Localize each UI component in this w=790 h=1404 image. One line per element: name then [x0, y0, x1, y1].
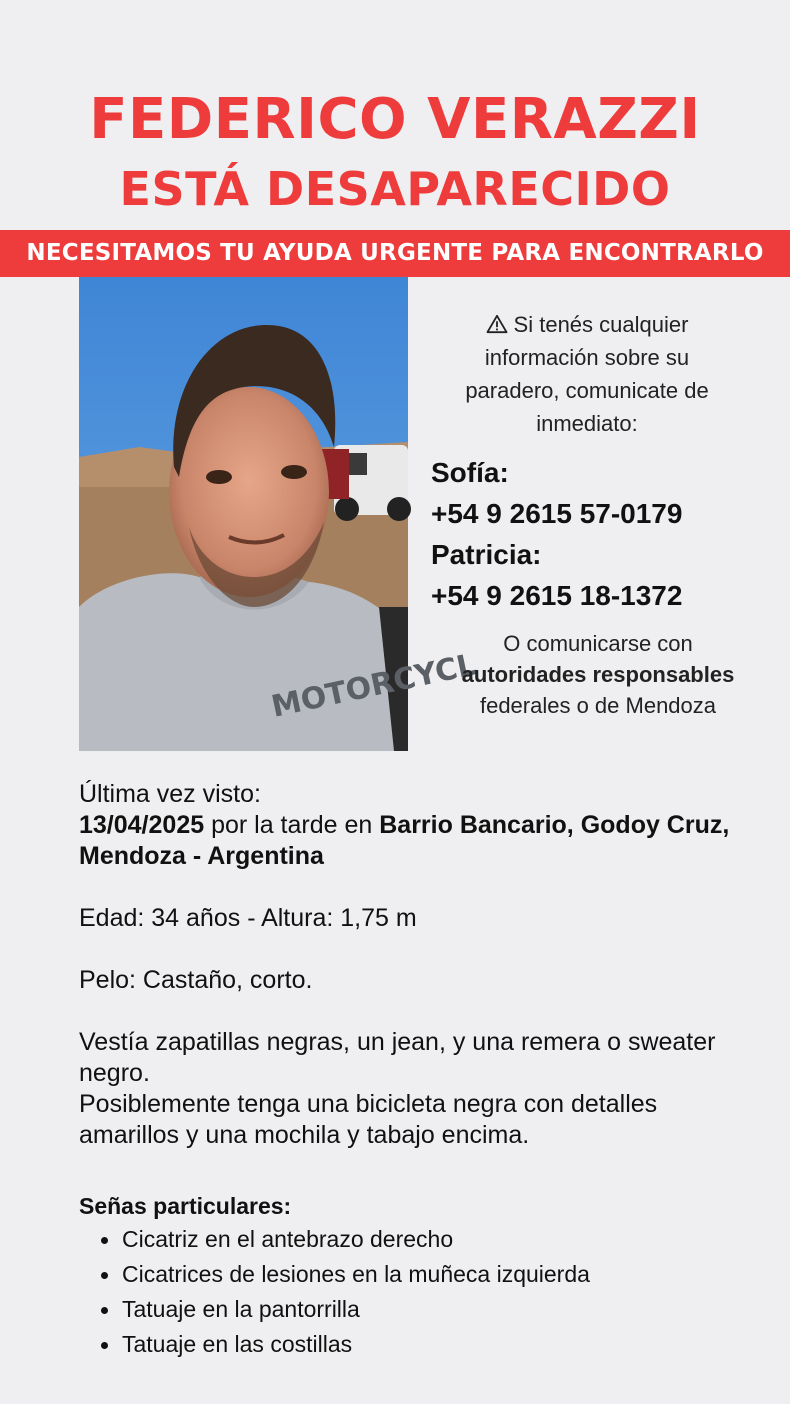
contact-instructions	[448, 308, 726, 440]
last-seen-place: Barrio Bancario, Godoy Cruz, Mendoza - Argentina	[79, 811, 730, 870]
missing-status-title: ESTÁ DESAPARECIDO	[119, 162, 671, 216]
contacts-list	[431, 452, 771, 616]
authorities-prefix: O comunicarse con	[503, 631, 693, 656]
authorities-note	[448, 628, 748, 721]
list-item: Cicatriz en el antebrazo derecho	[99, 1222, 739, 1257]
missing-person-name: FEDERICO VERAZZI	[89, 87, 701, 152]
belongings-description: Posiblemente tenga una bicicleta negra con detalles amarillos y una mochila y tabajo encima.	[79, 1090, 658, 1149]
svg-text:MOTORCYCL: MOTORCYCL	[268, 647, 480, 725]
list-item: Cicatrices de lesiones en la muñeca izquierda	[99, 1257, 739, 1292]
authorities-bold: autoridades responsables	[461, 662, 735, 687]
contact-name: Sofía:	[431, 457, 509, 488]
last-seen-date: 13/04/2025	[79, 811, 205, 839]
distinguishing-marks-title: Señas particulares:	[79, 1193, 292, 1219]
warning-icon	[486, 314, 508, 334]
hair-description: Pelo: Castaño, corto.	[79, 966, 313, 994]
authorities-suffix: federales o de Mendoza	[479, 693, 717, 718]
contact-name: Patricia:	[431, 539, 542, 570]
last-seen-label: Última vez visto:	[79, 780, 261, 808]
contact-phone[interactable]: +54 9 2615 57-0179	[431, 498, 683, 529]
contact-phone[interactable]: +54 9 2615 18-1372	[431, 580, 683, 611]
person-details	[79, 779, 739, 1362]
list-item: Tatuaje en las costillas	[99, 1327, 739, 1362]
age-height: Edad: 34 años - Altura: 1,75 m	[79, 904, 417, 932]
last-seen-time: por la tarde en	[204, 811, 380, 839]
list-item: Tatuaje en la pantorrilla	[99, 1292, 739, 1327]
contact-message: Si tenés cualquier información sobre su paradero, comunicate de inmediato:	[465, 312, 709, 436]
last-seen-details	[79, 810, 739, 872]
clothing-description: Vestía zapatillas negras, un jean, y una remera o sweater negro.	[79, 1028, 716, 1087]
urgent-help-banner: NECESITAMOS TU AYUDA URGENTE PARA ENCONTRARLO	[0, 230, 790, 277]
distinguishing-marks-list	[79, 1222, 739, 1362]
